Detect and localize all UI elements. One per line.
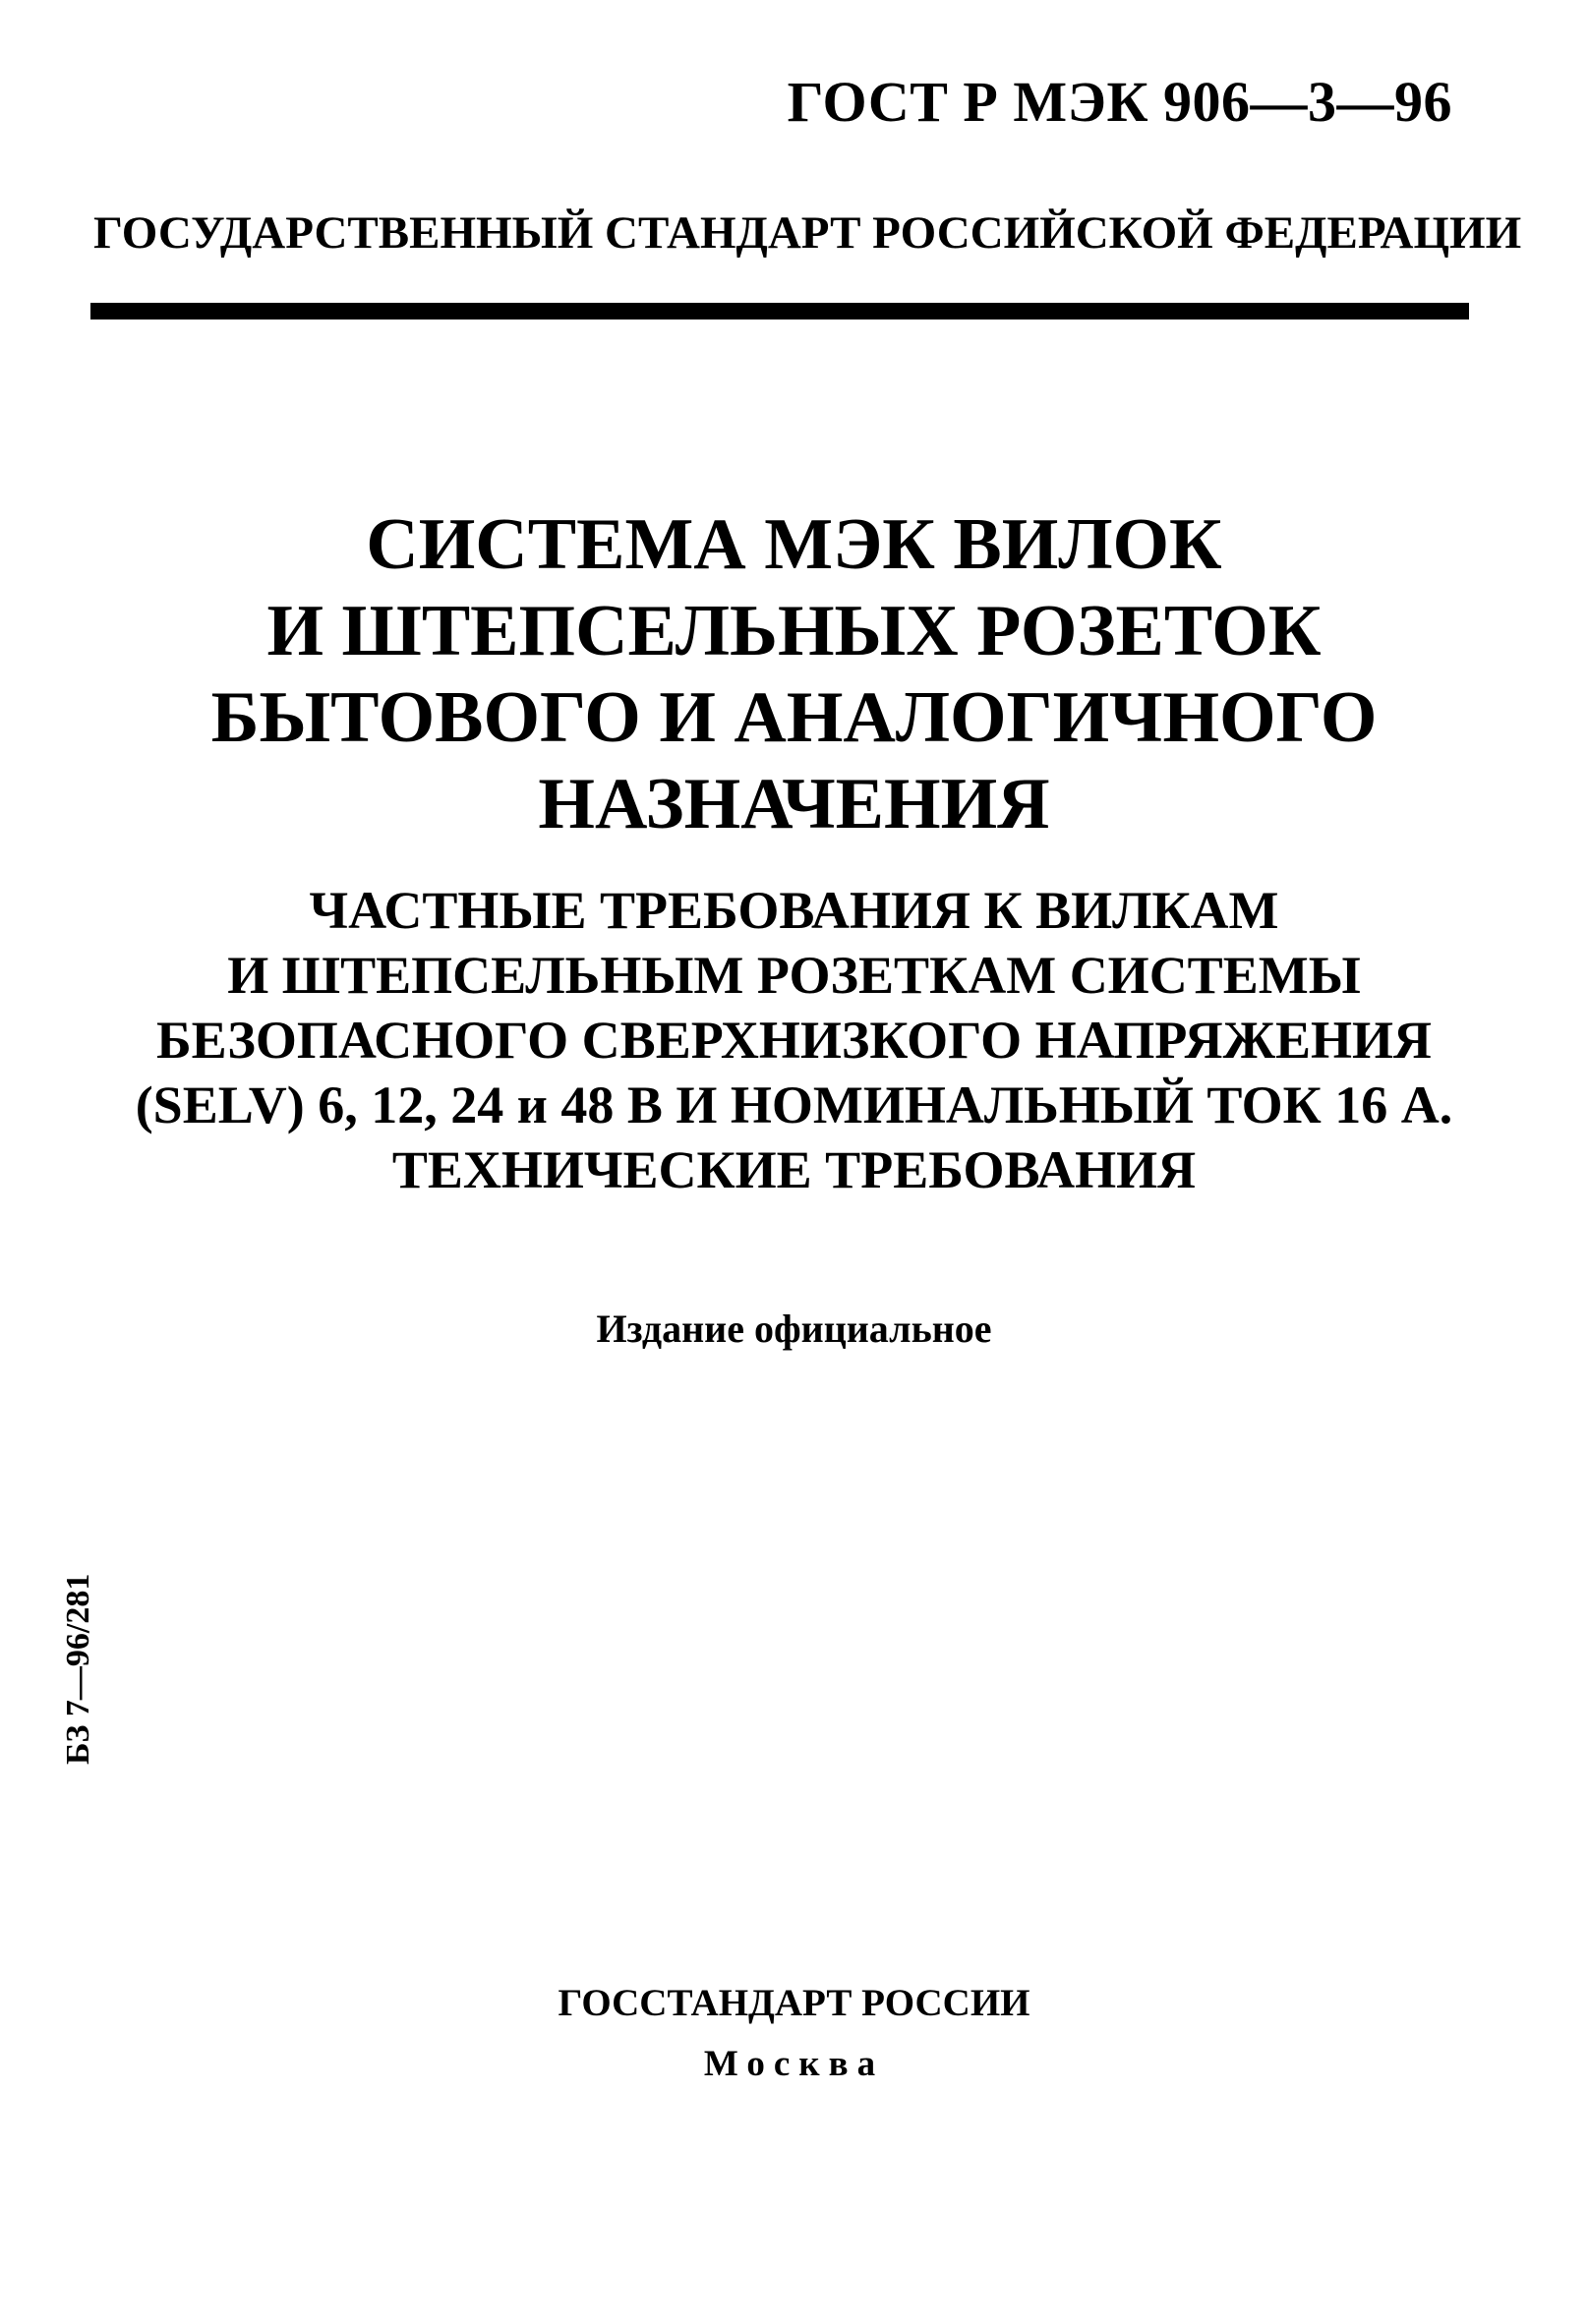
subtitle-line: БЕЗОПАСНОГО СВЕРХНИЗКОГО НАПРЯЖЕНИЯ bbox=[155, 1011, 1433, 1070]
subtitle-line: ТЕХНИЧЕСКИЕ ТРЕБОВАНИЯ bbox=[391, 1140, 1197, 1199]
standard-type-heading: ГОСУДАРСТВЕННЫЙ СТАНДАРТ РОССИЙСКОЙ ФЕДЕРАЦИИ bbox=[93, 207, 1522, 259]
publisher-city: Москва bbox=[703, 2044, 885, 2084]
subtitle-line: ЧАСТНЫЕ ТРЕБОВАНИЯ К ВИЛКАМ bbox=[309, 881, 1279, 940]
main-title-line: НАЗНАЧЕНИЯ bbox=[538, 764, 1050, 844]
document-number: ГОСТ Р МЭК 906—3—96 bbox=[787, 70, 1452, 134]
main-title-line: СИСТЕМА МЭК ВИЛОК bbox=[366, 504, 1222, 585]
main-title-line: И ШТЕПСЕЛЬНЫХ РОЗЕТОК bbox=[266, 591, 1322, 671]
subtitle-line: И ШТЕПСЕЛЬНЫМ РОЗЕТКАМ СИСТЕМЫ bbox=[227, 946, 1361, 1005]
edition-label: Издание официальное bbox=[596, 1307, 992, 1351]
subtitle bbox=[0, 878, 1588, 1202]
main-title bbox=[0, 501, 1588, 847]
side-registration-code: БЗ 7—96/281 bbox=[60, 1573, 96, 1765]
publisher-name: ГОССТАНДАРТ РОССИИ bbox=[558, 1982, 1030, 2024]
horizontal-rule bbox=[90, 303, 1469, 320]
main-title-line: БЫТОВОГО И АНАЛОГИЧНОГО bbox=[210, 677, 1378, 758]
subtitle-line: (SELV) 6, 12, 24 и 48 В И НОМИНАЛЬНЫЙ ТОК 16 А. bbox=[135, 1075, 1453, 1134]
